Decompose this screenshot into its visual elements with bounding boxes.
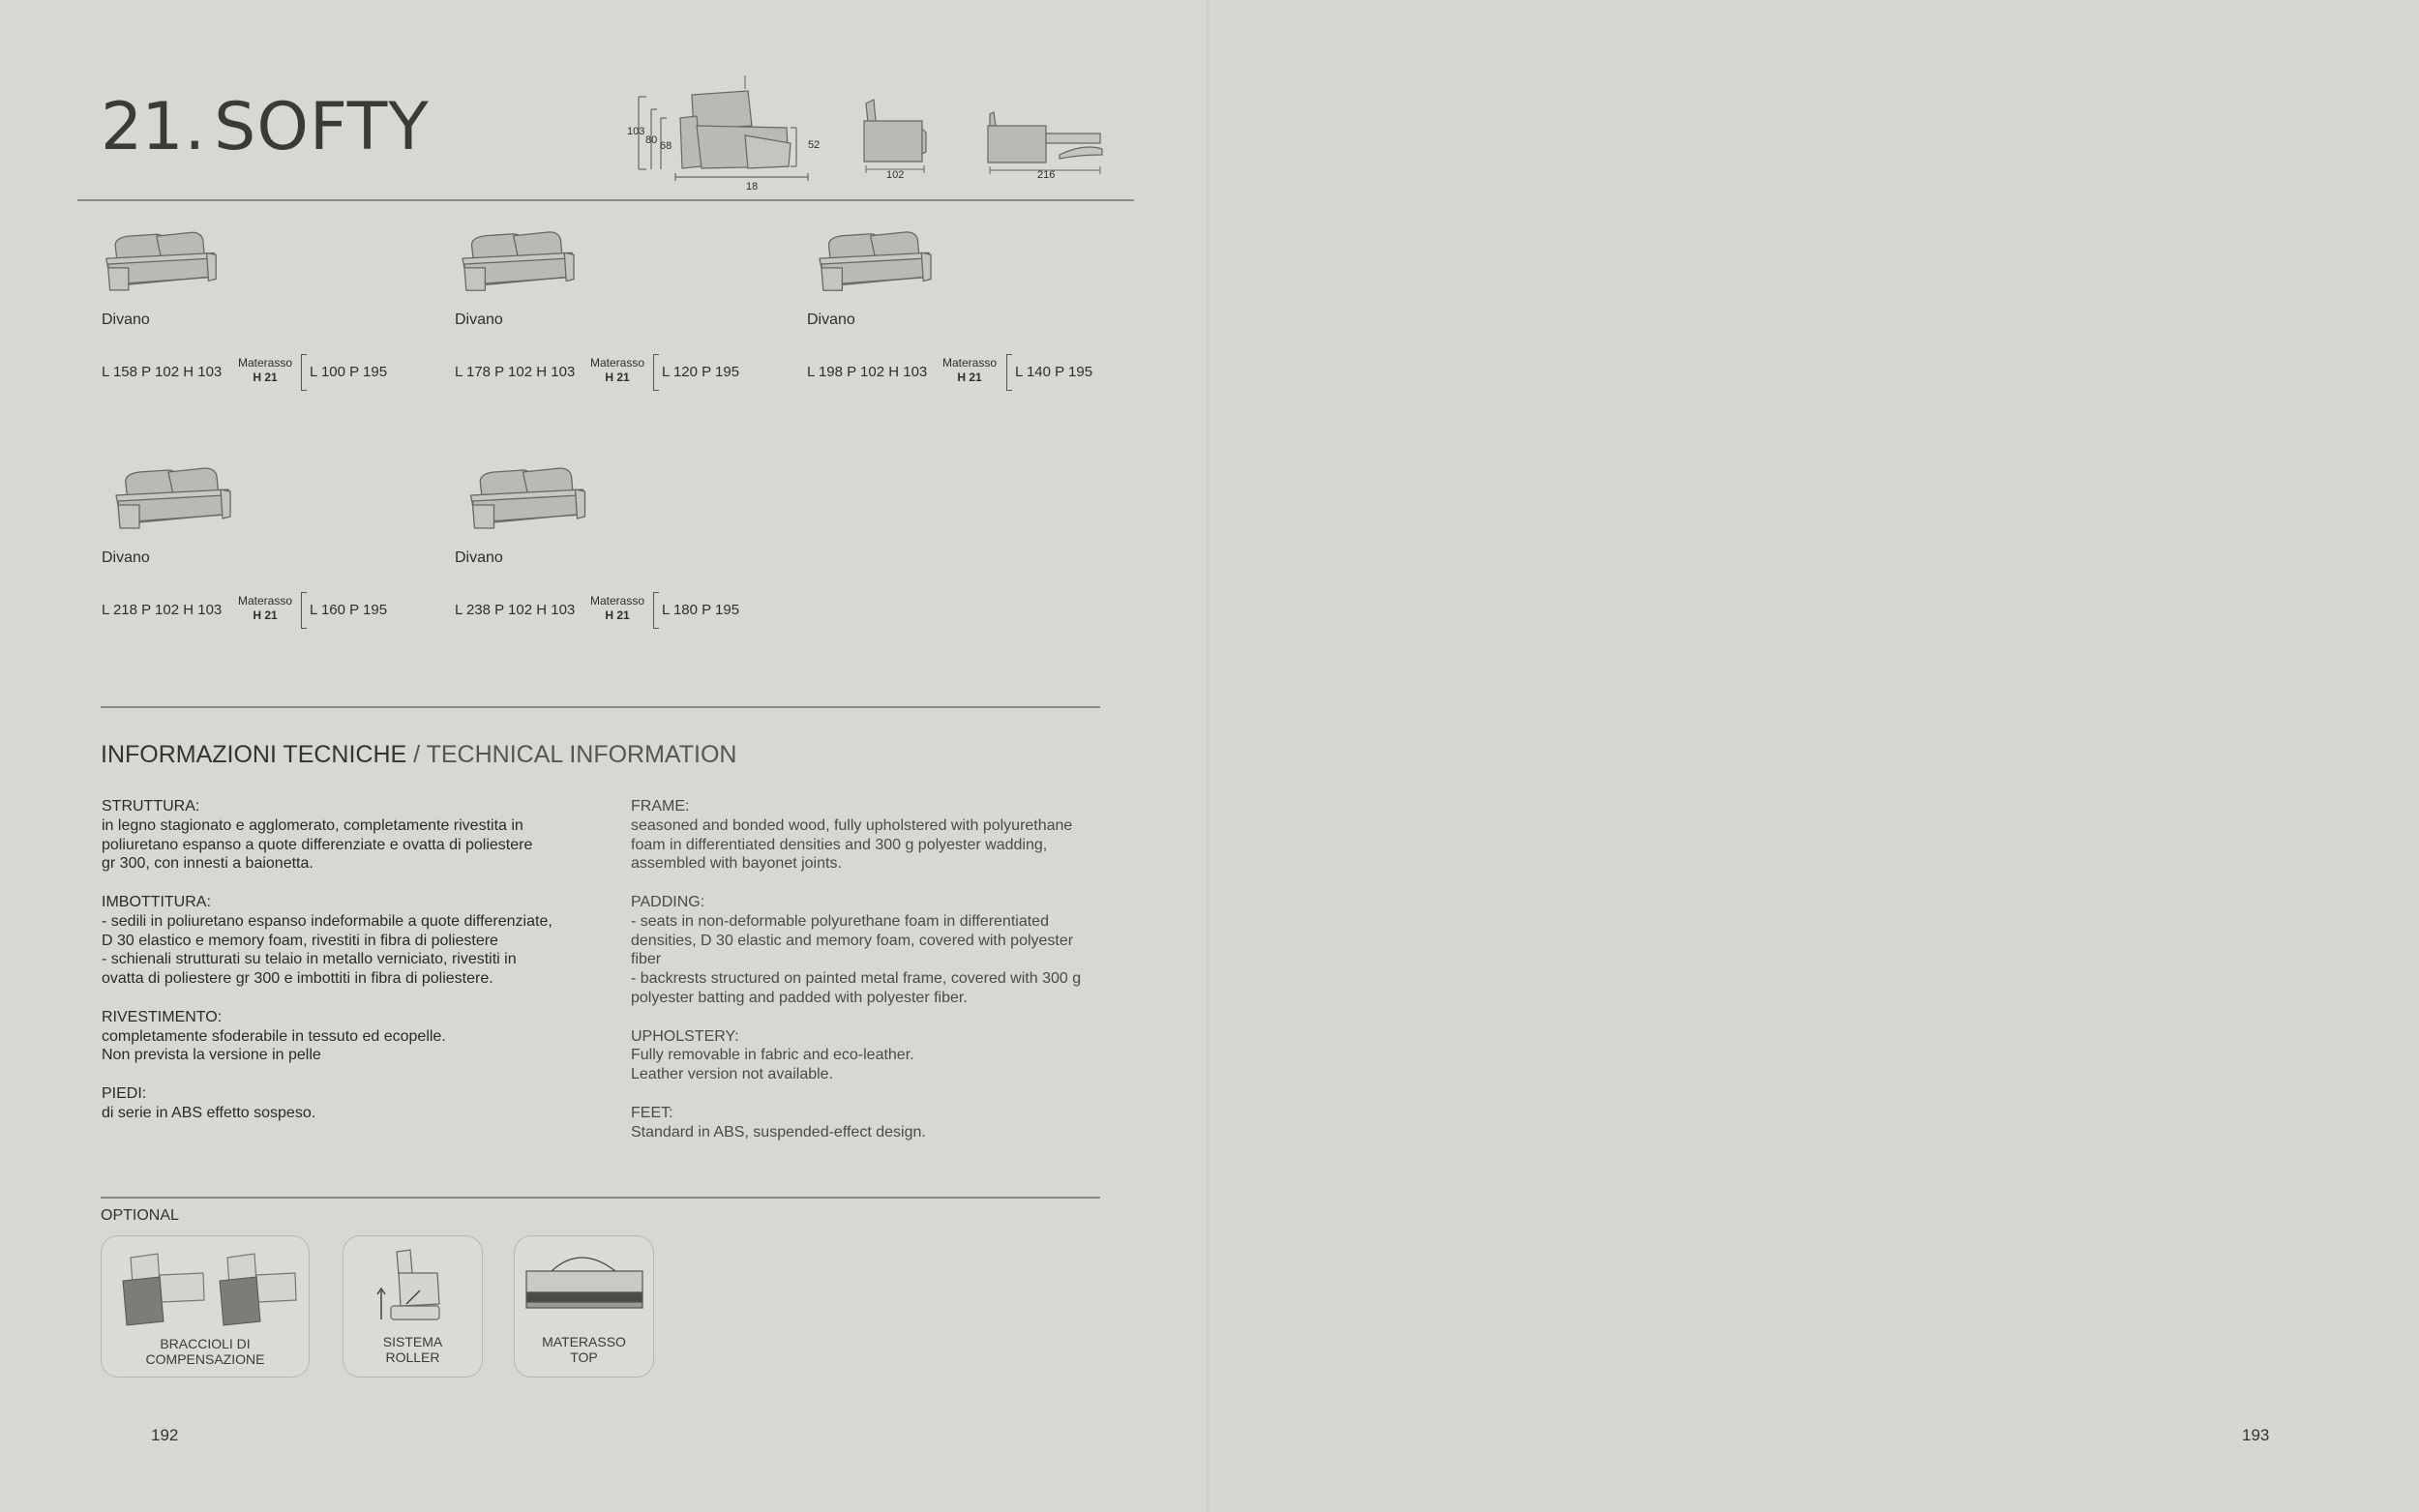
spec-line: Leather version not available. [631, 1066, 834, 1083]
optional-caption [343, 1334, 482, 1365]
spec-block [102, 1008, 624, 1065]
right-page [1209, 0, 2419, 1512]
optional-rule [101, 1197, 1100, 1199]
mattress-dimensions: L 180 P 195 [662, 602, 740, 618]
spec-line: densities, D 30 elastic and memory foam, covered with polyester [631, 932, 1074, 949]
model-dimensions: L 158 P 102 H 103 [102, 364, 223, 380]
spec-block [102, 1084, 624, 1123]
optional-label: OPTIONAL [101, 1207, 179, 1224]
dim-seat-depth: 18 [746, 181, 759, 193]
spec-line: - seats in non-deformable polyurethane foam in differentiated [631, 912, 1049, 930]
mattress-bracket [301, 592, 307, 629]
mattress-dimensions: L 160 P 195 [310, 602, 388, 618]
spec-line: in legno stagionato e agglomerato, completamente rivestita in [102, 816, 523, 834]
spec-line: fiber [631, 951, 662, 968]
optional-mattress-card [514, 1235, 654, 1378]
dim-height-arm: 68 [660, 140, 672, 152]
spec-heading: STRUTTURA: [102, 798, 200, 815]
spec-line: - schienali strutturati su telaio in metallo verniciato, rivestiti in [102, 951, 517, 968]
mattress-bracket [653, 354, 659, 391]
caption-line: ROLLER [385, 1349, 440, 1365]
spec-block [631, 1027, 1134, 1084]
mattress-label: Materasso H 21 [238, 356, 293, 384]
model-dimensions: L 218 P 102 H 103 [102, 602, 223, 618]
model-label: Divano [807, 311, 855, 328]
mattress-dimensions: L 120 P 195 [662, 364, 740, 380]
spec-heading: RIVESTIMENTO: [102, 1008, 223, 1025]
spec-block [631, 893, 1134, 1008]
page-number-left: 192 [151, 1426, 179, 1444]
model-dimensions: L 238 P 102 H 103 [455, 602, 576, 618]
caption-line: COMPENSAZIONE [145, 1351, 265, 1367]
spec-line: polyester batting and padded with polyester fiber. [631, 989, 968, 1006]
optional-roller-card [343, 1235, 483, 1378]
spec-heading: UPHOLSTERY: [631, 1027, 739, 1045]
model-label: Divano [455, 311, 503, 328]
spec-line: Fully removable in fabric and eco-leather. [631, 1047, 914, 1064]
title-italian: INFORMAZIONI TECNICHE [101, 741, 407, 768]
header-rule [77, 199, 1134, 201]
spec-heading: FEET: [631, 1104, 673, 1121]
spec-block [631, 797, 1134, 874]
mattress-top-icon [523, 1254, 646, 1321]
spec-line: completamente sfoderabile in tessuto ed ecopelle. [102, 1027, 446, 1045]
dim-open-length: 216 [1037, 169, 1056, 181]
spec-heading: PIEDI: [102, 1084, 147, 1102]
spec-heading: IMBOTTITURA: [102, 893, 211, 910]
spec-line: D 30 elastico e memory foam, rivestiti in fibra di poliestere [102, 932, 498, 949]
spec-line: Standard in ABS, suspended-effect design. [631, 1123, 926, 1141]
spec-block [631, 1104, 1134, 1142]
caption-line: MATERASSO [542, 1334, 626, 1349]
page-number-right: 193 [2242, 1426, 2270, 1444]
armrest-icon [111, 1244, 300, 1331]
caption-line: TOP [570, 1349, 598, 1365]
dim-height-total: 103 [627, 126, 645, 137]
sofa-icon [453, 226, 583, 302]
mattress-bracket [1006, 354, 1012, 391]
roller-system-icon [368, 1244, 460, 1333]
section-rule [101, 706, 1100, 708]
technical-italian-column [102, 797, 624, 1141]
spec-heading: PADDING: [631, 893, 705, 910]
caption-line: SISTEMA [382, 1334, 443, 1349]
model-label: Divano [102, 549, 150, 566]
dim-depth: 102 [886, 169, 905, 181]
sofa-icon [101, 462, 246, 540]
mattress-bracket [653, 592, 659, 629]
model-label: Divano [455, 549, 503, 566]
spec-line: - backrests structured on painted metal frame, covered with 300 g [631, 970, 1082, 988]
spec-block [102, 797, 624, 874]
mattress-label: Materasso H 21 [942, 356, 998, 384]
spec-line: poliuretano espanso a quote differenziate e ovatta di poliestere [102, 836, 533, 853]
side-profile-diagram [624, 68, 832, 198]
spec-line: foam in differentiated densities and 300 g polyester wadding, [631, 836, 1048, 853]
model-dimensions: L 178 P 102 H 103 [455, 364, 576, 380]
mattress-label: Materasso H 21 [238, 594, 293, 622]
spec-line: di serie in ABS effetto sospeso. [102, 1104, 316, 1121]
title-separator: / [406, 741, 427, 768]
title-english: TECHNICAL INFORMATION [426, 741, 737, 768]
sofa-icon [805, 226, 945, 302]
optional-armrest-card [101, 1235, 310, 1378]
spec-line: gr 300, con innesti a baionetta. [102, 855, 314, 873]
spec-line: assembled with bayonet joints. [631, 855, 842, 873]
technical-english-column [631, 797, 1134, 1161]
spec-line: Non prevista la versione in pelle [102, 1047, 321, 1064]
mattress-bracket [301, 354, 307, 391]
product-number: 21 [101, 89, 183, 165]
mattress-label: Materasso H 21 [590, 356, 645, 384]
spec-heading: FRAME: [631, 798, 690, 815]
model-label: Divano [102, 311, 150, 328]
spec-line: seasoned and bonded wood, fully upholstered with polyurethane [631, 816, 1073, 834]
sofa-icon [453, 462, 603, 540]
mattress-dimensions: L 140 P 195 [1015, 364, 1093, 380]
spec-block [102, 893, 624, 989]
dim-height-back: 80 [645, 134, 658, 146]
sofa-icon [101, 226, 222, 302]
caption-line: BRACCIOLI DI [160, 1336, 251, 1351]
product-title: 21. SOFTY [101, 89, 430, 165]
optional-caption [102, 1336, 309, 1367]
spec-line: - sedili in poliuretano espanso indeformabile a quote differenziate, [102, 912, 552, 930]
technical-section-title [101, 741, 736, 769]
spec-line: ovatta di poliestere gr 300 e imbottiti in fibra di poliestere. [102, 970, 493, 988]
mattress-label: Materasso H 21 [590, 594, 645, 622]
mattress-dimensions: L 100 P 195 [310, 364, 388, 380]
model-dimensions: L 198 P 102 H 103 [807, 364, 928, 380]
optional-caption [515, 1334, 653, 1365]
dim-seat-height: 52 [808, 139, 821, 151]
product-name: SOFTY [214, 89, 430, 165]
